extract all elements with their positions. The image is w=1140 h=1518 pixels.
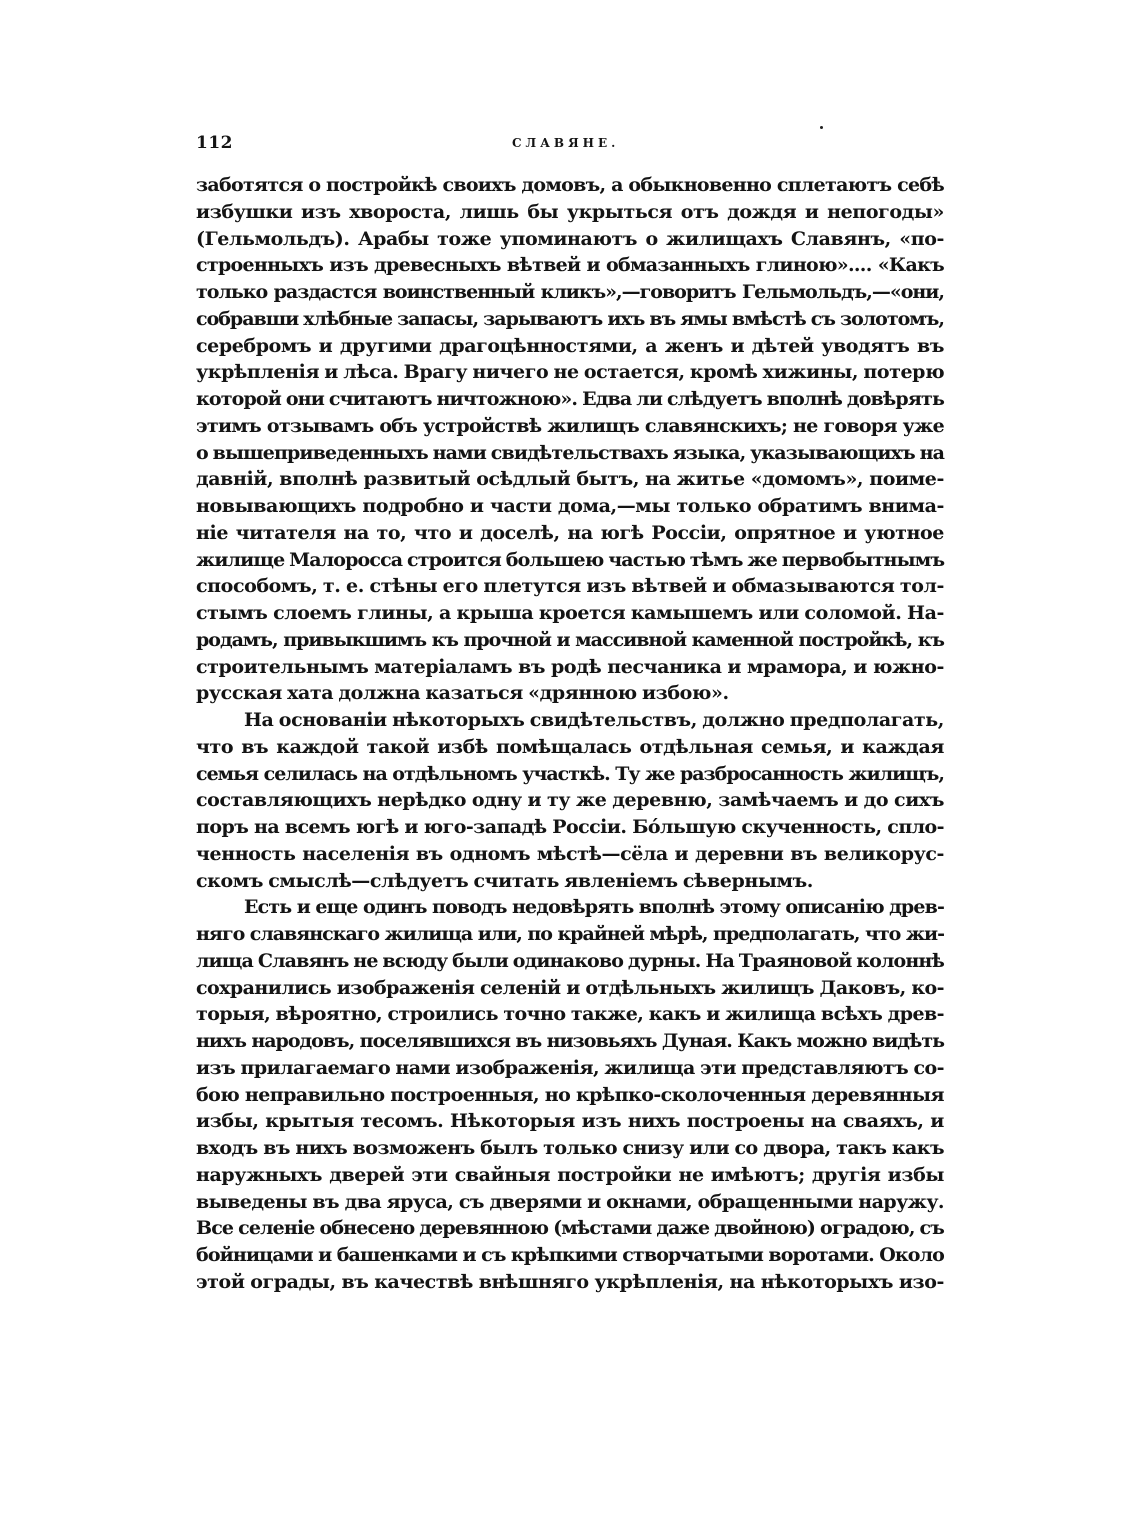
text-line: няго славянскаго жилища или, по крайней мѣрѣ, предполагать, что жи- — [196, 923, 944, 945]
text-line: ченность населенія въ одномъ мѣстѣ—сёла и деревни въ великорус- — [196, 842, 944, 865]
text-line: строительнымъ матеріаламъ въ родѣ песчаника и мрамора, и южно- — [196, 655, 944, 678]
text-line: Есть и еще одинъ поводъ недовѣрять вполнѣ этому описанію древ- — [244, 896, 944, 919]
text-line: жилище Малоросса строится большею частью тѣмъ же первобытнымъ — [196, 548, 945, 571]
text-line: серебромъ и другими драгоцѣнностями, а женъ и дѣтей уводятъ въ — [196, 334, 944, 357]
page-header — [196, 133, 944, 157]
text-line: На основаніи нѣкоторыхъ свидѣтельствъ, должно предполагать, — [244, 709, 944, 731]
text-line: торыя, вѣроятно, строились точно также, какъ и жилища всѣхъ древ- — [196, 1003, 944, 1026]
text-line: этимъ отзывамъ объ устройствѣ жилищъ славянскихъ; не говоря уже — [196, 414, 944, 437]
text-line: Все селеніе обнесено деревянною (мѣстами даже двойною) оградою, съ — [196, 1217, 944, 1240]
text-line: которой они считаютъ ничтожною». Едва ли слѣдуетъ вполнѣ довѣрять — [196, 388, 944, 410]
text-line: семья селилась на отдѣльномъ участкѣ. Ту же разбросанность жилищъ, — [196, 762, 944, 785]
text-line: сохранились изображенія селеній и отдѣльныхъ жилищъ Даковъ, ко- — [196, 976, 944, 999]
text-line: строенныхъ изъ древесныхъ вѣтвей и обмазанныхъ глиною».... «Какъ — [196, 254, 944, 277]
text-line: русская хата должна казаться «дрянною избою». — [196, 682, 729, 705]
text-line: изъ прилагаемаго нами изображенія, жилища эти представляютъ со- — [196, 1056, 944, 1079]
print-speck — [820, 126, 823, 129]
text-line: давній, вполнѣ развитый осѣдлый бытъ, на житье «домомъ», поиме- — [196, 468, 944, 491]
text-line: (Гельмольдъ). Арабы тоже упоминаютъ о жилищахъ Славянъ, «по- — [196, 227, 944, 250]
text-line: избушки изъ хвороста, лишь бы укрыться отъ дождя и непогоды» — [196, 200, 944, 223]
text-line: бойницами и башенками и съ крѣпкими створчатыми воротами. Около — [196, 1244, 944, 1266]
running-head: СЛАВЯНЕ. — [512, 136, 620, 150]
text-line: заботятся о постройкѣ своихъ домовъ, а обыкновенно сплетаютъ себѣ — [196, 174, 944, 196]
text-line: поръ на всемъ югѣ и юго-западѣ Россіи. Бо́льшую скученность, спло- — [196, 816, 944, 838]
text-line: укрѣпленія и лѣса. Врагу ничего не остается, кромѣ хижины, потерю — [196, 361, 945, 384]
text-line: скомъ смыслѣ—слѣдуетъ считать явленіемъ сѣвернымъ. — [196, 869, 814, 892]
text-line: только раздастся воинственный кликъ»,—говоритъ Гельмольдъ,—«они, — [196, 281, 944, 303]
text-line: этой ограды, въ качествѣ внѣшняго укрѣпленія, на нѣкоторыхъ изо- — [196, 1270, 944, 1293]
text-line: выведены въ два яруса, съ дверями и окнами, обращенными наружу. — [196, 1190, 944, 1213]
text-line: бою неправильно построенныя, но крѣпко-сколоченныя деревянныя — [196, 1083, 944, 1106]
text-line: входъ въ нихъ возможенъ былъ только снизу или со двора, такъ какъ — [196, 1137, 944, 1159]
text-line: новывающихъ подробно и части дома,—мы только обратимъ внима- — [196, 495, 944, 517]
text-line: способомъ, т. е. стѣны его плетутся изъ вѣтвей и обмазываются тол- — [196, 575, 944, 598]
page-number: 112 — [196, 133, 233, 153]
text-line: собравши хлѣбные запасы, зарываютъ ихъ въ ямы вмѣстѣ съ золотомъ, — [196, 307, 944, 330]
text-line: избы, крытыя тесомъ. Нѣкоторыя изъ нихъ построены на сваяхъ, и — [196, 1110, 944, 1133]
text-line: составляющихъ нерѣдко одну и ту же деревню, замѣчаемъ и до сихъ — [196, 789, 944, 812]
text-line: наружныхъ дверей эти свайныя постройки не имѣютъ; другія избы — [196, 1163, 944, 1186]
text-line: нихъ народовъ, поселявшихся въ низовьяхъ Дуная. Какъ можно видѣть — [196, 1030, 944, 1052]
text-line: о вышеприведенныхъ нами свидѣтельствахъ языка, указывающихъ на — [196, 441, 945, 464]
text-line: что въ каждой такой избѣ помѣщалась отдѣльная семья, и каждая — [196, 735, 944, 758]
text-line: ніе читателя на то, что и доселѣ, на югѣ Россіи, опрятное и уютное — [196, 521, 944, 544]
text-line: лища Славянъ не всюду были одинаково дурны. На Траяновой колоннѣ — [196, 949, 944, 972]
body-text — [196, 172, 944, 1296]
text-line: стымъ слоемъ глины, а крыша кроется камышемъ или соломой. На- — [196, 602, 944, 624]
text-line: родамъ, привыкшимъ къ прочной и массивной каменной постройкѣ, къ — [196, 628, 944, 651]
